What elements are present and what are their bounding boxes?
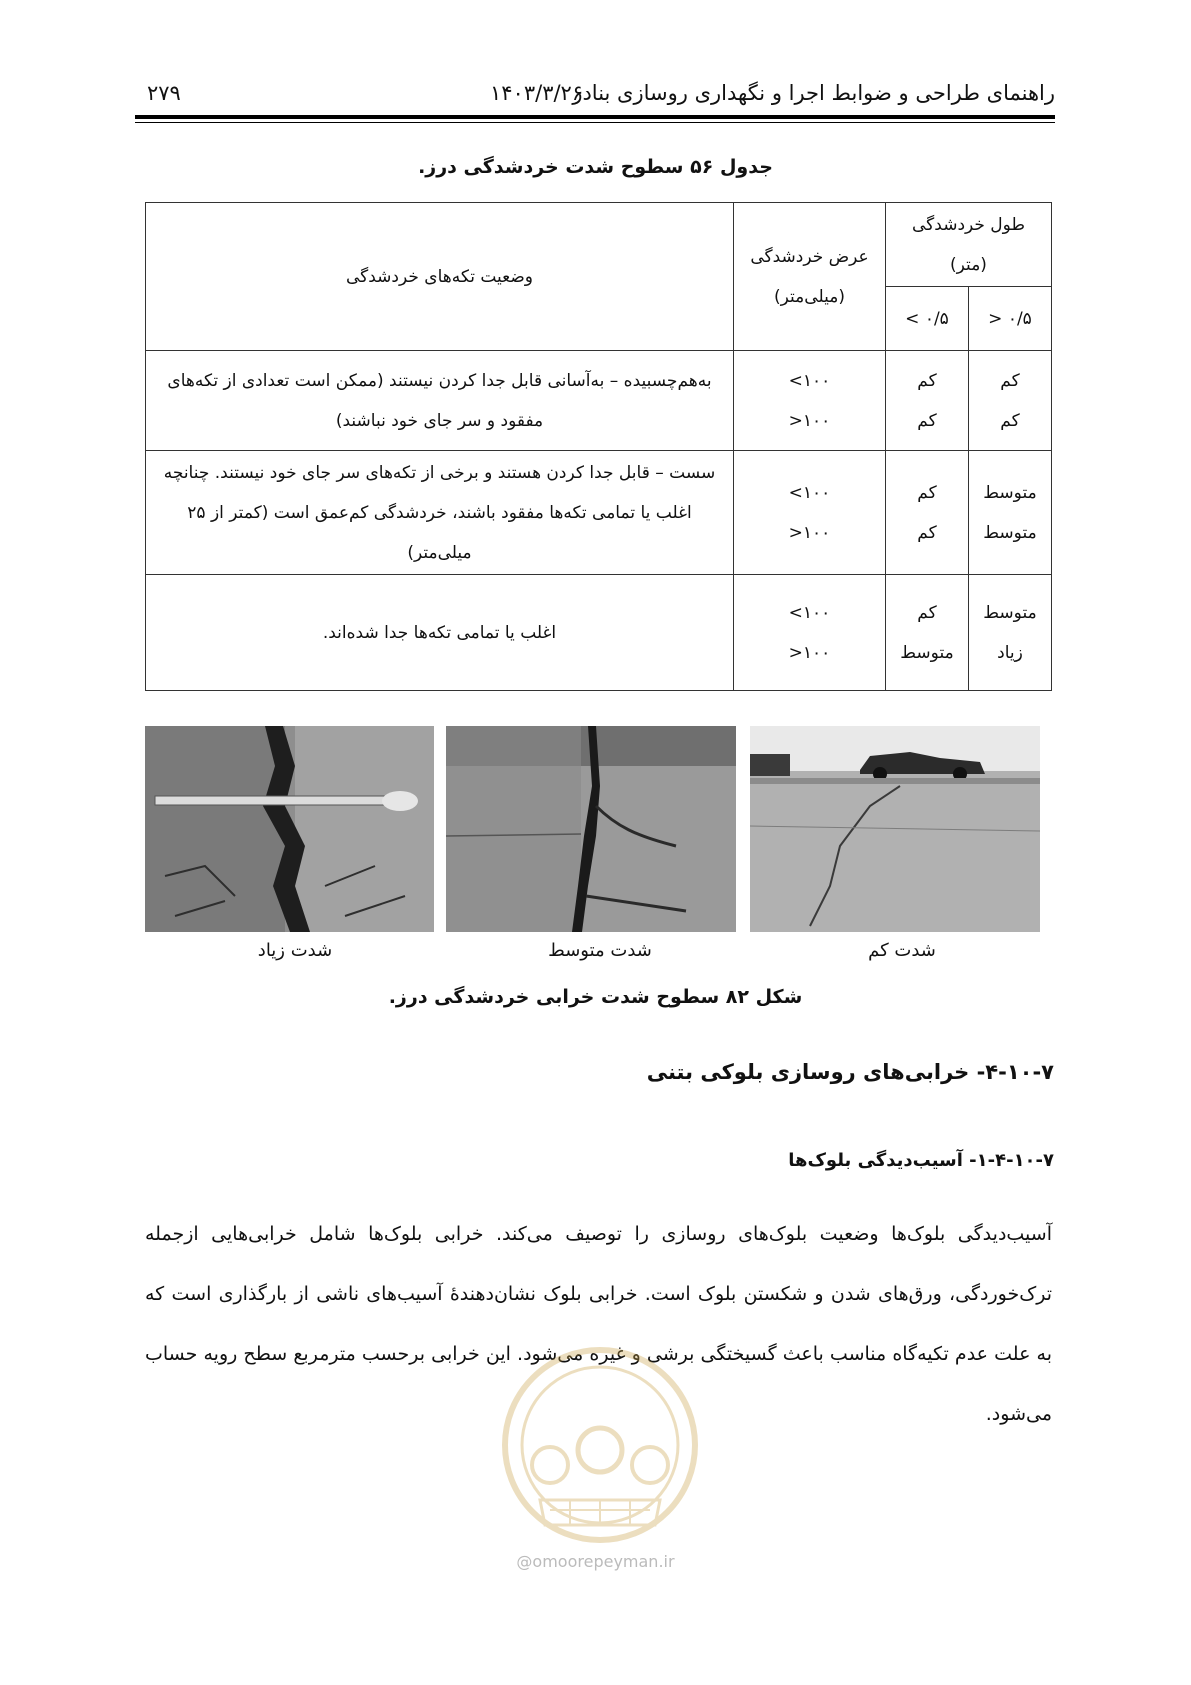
header-rule-thin <box>135 122 1055 123</box>
subheader-lt: < ۰/۵ <box>886 287 969 351</box>
table-header-row <box>146 203 1052 287</box>
watermark-logo <box>480 1325 720 1555</box>
label-medium-severity: شدت متوسط <box>548 940 652 961</box>
table-row <box>146 351 1052 451</box>
cell-condition: اغلب یا تمامی تکه‌ها جدا شده‌اند. <box>146 575 734 691</box>
label-high-severity: شدت زیاد <box>257 940 333 961</box>
cell-width: <۱۰۰ >۱۰۰ <box>734 351 886 451</box>
col-length-header: طول خردشدگی (متر) <box>886 203 1052 287</box>
photo-low-severity <box>750 726 1040 932</box>
col-condition-header: وضعیت تکه‌های خردشدگی <box>146 203 734 351</box>
cell-gt: متوسط زیاد <box>969 575 1052 691</box>
table-caption: جدول ۵۶ سطوح شدت خردشدگی درز. <box>418 156 773 178</box>
col-width-header: عرض خردشدگی (میلی‌متر) <box>734 203 886 351</box>
cell-condition: سست – قابل جدا کردن هستند و برخی از تکه‌های سر جای خود نیستند. چنانچه اغلب یا تمامی تکه‌ها مفقود باشند، خردشدگی کم‌عمق است (کمتر از ۲۵ میلی‌متر) <box>146 451 734 575</box>
label-low-severity: شدت کم <box>868 940 936 961</box>
header-date: ۱۴۰۳/۳/۲۶ <box>490 81 584 105</box>
cell-gt: متوسط متوسط <box>969 451 1052 575</box>
table-row <box>146 451 1052 575</box>
header-title: راهنمای طراحی و ضوابط اجرا و نگهداری روسازی بنادر <box>572 81 1055 105</box>
cell-gt: کم کم <box>969 351 1052 451</box>
severity-table <box>145 202 1052 691</box>
subsection-title: ۱-۴-۱۰-۷- آسیب‌دیدگی بلوک‌ها <box>788 1150 1054 1171</box>
figure-caption: شکل ۸۲ سطوح شدت خرابی خردشدگی درز. <box>388 986 803 1008</box>
page-header <box>135 78 1055 112</box>
watermark-url: @omoorepeyman.ir <box>516 1552 675 1571</box>
table-row <box>146 575 1052 691</box>
cell-lt: کم کم <box>886 351 969 451</box>
section-title: ۴-۱۰-۷- خرابی‌های روسازی بلوکی بتنی <box>646 1060 1054 1084</box>
page-number: ۲۷۹ <box>147 81 181 105</box>
cell-width: <۱۰۰ >۱۰۰ <box>734 451 886 575</box>
cell-width: <۱۰۰ >۱۰۰ <box>734 575 886 691</box>
cell-lt: کم کم <box>886 451 969 575</box>
header-rule-thick <box>135 115 1055 119</box>
cell-condition: به‌هم‌چسبیده – به‌آسانی قابل جدا کردن نیستند (ممکن است تعدادی از تکه‌های مفقود و سر جای خود نباشند) <box>146 351 734 451</box>
photo-medium-severity <box>446 726 736 932</box>
photo-high-severity <box>145 726 434 932</box>
cell-lt: کم متوسط <box>886 575 969 691</box>
subheader-gt: > ۰/۵ <box>969 287 1052 351</box>
body-paragraph: آسیب‌دیدگی بلوک‌ها وضعیت بلوک‌های روسازی را توصیف می‌کند. خرابی بلوک‌ها شامل خرابی‌هایی ازجمله ترک‌خوردگی، ورق‌های شدن و شکستن بلوک است. خرابی بلوک نشان‌دهندهٔ آسیب‌های ناشی از بارگذاری است که به علت عدم تکیه‌گاه مناسب باعث گسیختگی برشی و غیره می‌شود. این خرابی برحسب مترمربع سطح رویه حساب می‌شود. <box>145 1223 1052 1425</box>
